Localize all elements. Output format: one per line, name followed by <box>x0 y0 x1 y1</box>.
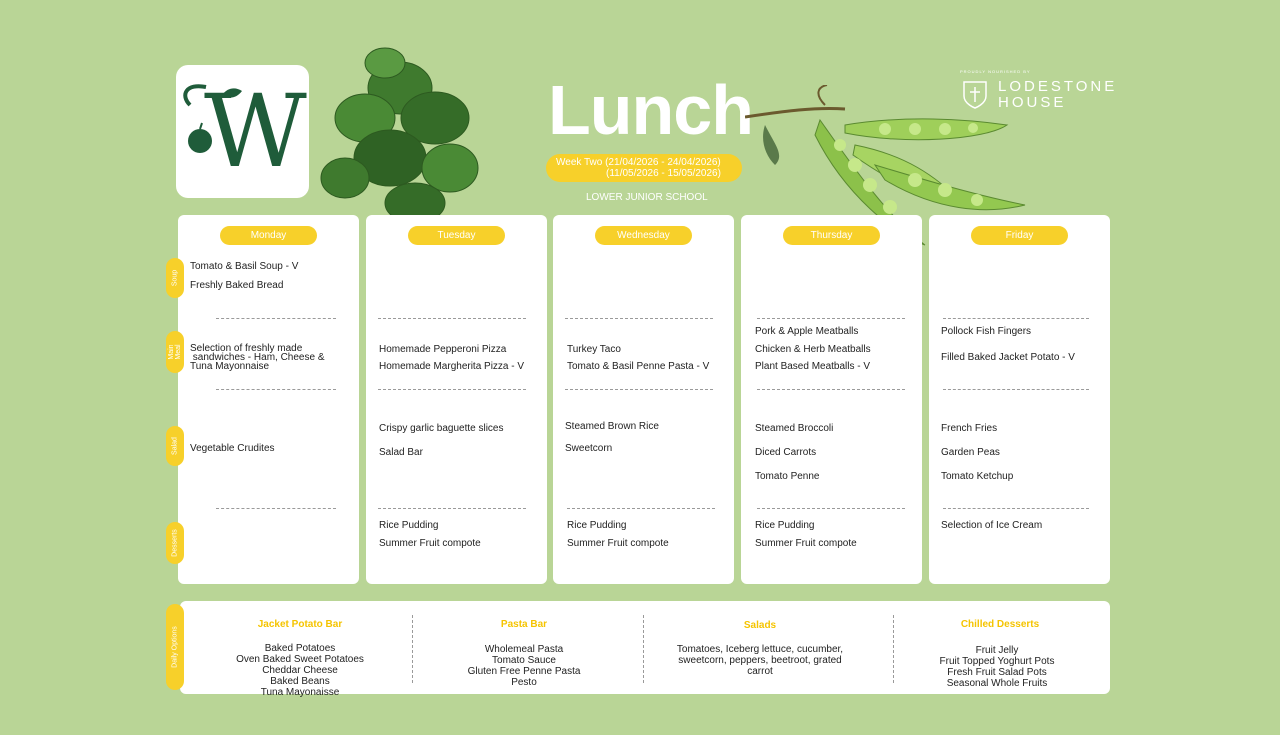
week-badge <box>546 154 742 182</box>
spinach-illustration <box>305 38 495 228</box>
menu-item: Tomato Ketchup <box>941 471 1014 482</box>
list-item: Pesto <box>511 677 537 688</box>
day-card-monday <box>178 215 359 584</box>
column-heading: Chilled Desserts <box>960 619 1040 630</box>
menu-item: Steamed Broccoli <box>755 423 834 434</box>
list-item: Oven Baked Sweet Potatoes <box>236 654 364 665</box>
divider <box>216 318 336 319</box>
section-label: Salad <box>171 437 179 455</box>
section-tab-main-meal <box>166 331 184 373</box>
day-card-wednesday <box>553 215 734 584</box>
school-logo <box>176 65 309 198</box>
logo-letter: W <box>204 73 307 190</box>
menu-item: Crispy garlic baguette slices <box>379 423 504 434</box>
menu-item: Homemade Pepperoni Pizza <box>379 344 507 355</box>
divider <box>567 508 715 509</box>
list-item: Seasonal Whole Fruits <box>946 678 1048 689</box>
menu-item: Rice Pudding <box>755 520 815 531</box>
brand-line-1: LODESTONE <box>998 78 1118 95</box>
menu-item-line: Selection of freshly made <box>190 343 303 354</box>
divider <box>412 615 413 683</box>
divider <box>943 508 1089 509</box>
day-label: Wednesday <box>595 226 692 245</box>
divider <box>565 318 713 319</box>
menu-item: Diced Carrots <box>755 447 817 458</box>
column-items <box>660 644 860 677</box>
week-dates-1: Week Two (21/04/2026 - 24/04/2026) <box>556 157 721 168</box>
divider <box>378 389 526 390</box>
section-label: Soup <box>171 269 179 287</box>
section-tab-daily-options <box>166 604 184 690</box>
list-item: Cheddar Cheese <box>262 665 338 676</box>
column-items <box>917 645 1077 689</box>
list-item: Wholemeal Pasta <box>484 644 564 655</box>
menu-item: Vegetable Crudites <box>190 443 275 454</box>
brand-name <box>998 79 1117 111</box>
day-label: Friday <box>971 226 1068 245</box>
school-name: LOWER JUNIOR SCHOOL <box>586 192 708 203</box>
menu-item: Plant Based Meatballs - V <box>755 361 871 372</box>
menu-item: Summer Fruit compote <box>567 538 669 549</box>
day-label: Monday <box>220 226 317 245</box>
menu-item: Steamed Brown Rice <box>565 421 659 432</box>
column-items <box>444 644 604 688</box>
menu-item: Tomato & Basil Penne Pasta - V <box>567 361 710 372</box>
section-label: Desserts <box>171 529 179 557</box>
menu-item: Summer Fruit compote <box>755 538 857 549</box>
list-item: Tuna Mayonaisse <box>260 687 340 698</box>
day-card-thursday <box>741 215 922 584</box>
menu-item <box>190 344 325 371</box>
menu-item: Homemade Margherita Pizza - V <box>379 361 525 372</box>
divider <box>943 318 1089 319</box>
section-tab-desserts <box>166 522 184 564</box>
menu-item: Pollock Fish Fingers <box>941 326 1032 337</box>
crest-icon <box>962 80 988 110</box>
week-dates-2: (11/05/2026 - 15/05/2026) <box>606 168 721 179</box>
column-heading: Pasta Bar <box>500 619 548 630</box>
divider <box>757 318 905 319</box>
divider <box>378 508 526 509</box>
menu-item: Turkey Taco <box>567 344 621 355</box>
menu-item: Rice Pudding <box>379 520 439 531</box>
day-card-tuesday <box>366 215 547 584</box>
menu-item: Garden Peas <box>941 447 1000 458</box>
divider <box>216 508 336 509</box>
divider <box>565 389 713 390</box>
day-label: Thursday <box>783 226 880 245</box>
list-item: Baked Potatoes <box>264 643 336 654</box>
column-heading: Salads <box>743 620 777 631</box>
brand-tagline: PROUDLY NOURISHED BY <box>960 69 1031 74</box>
divider <box>643 615 644 683</box>
section-tab-soup <box>166 258 184 298</box>
day-label: Tuesday <box>408 226 505 245</box>
list-item: Fruit Jelly <box>975 645 1019 656</box>
list-item: Tomato Sauce <box>492 655 556 666</box>
list-item: Fresh Fruit Salad Pots <box>947 667 1047 678</box>
menu-item: Summer Fruit compote <box>379 538 481 549</box>
menu-item: French Fries <box>941 423 998 434</box>
menu-item: Rice Pudding <box>567 520 627 531</box>
menu-item-line: Tuna Mayonnaise <box>190 361 270 372</box>
divider <box>757 389 905 390</box>
menu-item: Filled Baked Jacket Potato - V <box>941 352 1075 363</box>
list-item: Gluten Free Penne Pasta <box>467 666 581 677</box>
page-title: Lunch <box>548 71 753 149</box>
menu-item: Freshly Baked Bread <box>190 280 284 291</box>
section-label: Main Meal <box>168 344 182 360</box>
menu-item: Selection of Ice Cream <box>941 520 1043 531</box>
menu-item: Chicken & Herb Meatballs <box>755 344 871 355</box>
menu-item: Salad Bar <box>379 447 423 458</box>
menu-item: Sweetcorn <box>565 443 613 454</box>
list-item: Baked Beans <box>270 676 330 687</box>
list-item: sweetcorn, peppers, beetroot, grated <box>678 655 842 666</box>
divider <box>216 389 336 390</box>
menu-item: Pork & Apple Meatballs <box>755 326 859 337</box>
list-item: Fruit Topped Yoghurt Pots <box>939 656 1055 667</box>
menu-item: Tomato Penne <box>755 471 820 482</box>
divider <box>943 389 1089 390</box>
section-tab-salad <box>166 426 184 466</box>
brand-line-2: HOUSE <box>998 94 1067 111</box>
divider <box>893 615 894 683</box>
menu-item: Tomato & Basil Soup - V <box>190 261 299 272</box>
day-card-friday <box>929 215 1110 584</box>
section-label: Daily Options <box>171 626 179 668</box>
column-heading: Jacket Potato Bar <box>257 619 343 630</box>
column-items <box>220 643 380 698</box>
list-item: Tomatoes, Iceberg lettuce, cucumber, <box>676 644 844 655</box>
divider <box>378 318 526 319</box>
divider <box>757 508 905 509</box>
list-item: carrot <box>747 666 773 677</box>
menu-item-line: sandwiches - Ham, Cheese & <box>190 352 325 363</box>
